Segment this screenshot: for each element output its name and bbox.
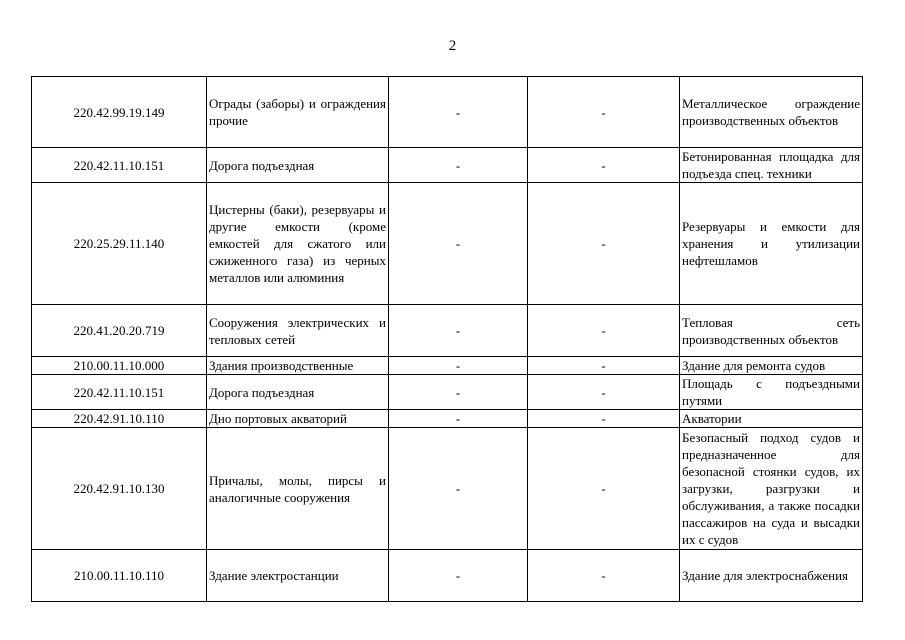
table-row	[32, 550, 863, 602]
asset-name: Причалы, молы, пирсы и аналогичные сооружения	[207, 428, 389, 550]
asset-name: Здание электростанции	[207, 550, 389, 602]
column-3-value: -	[389, 305, 528, 357]
asset-description: Бетонированная площадка для подъезда спец. техники	[680, 148, 863, 183]
asset-description: Тепловая сеть производственных объектов	[680, 305, 863, 357]
table-row	[32, 183, 863, 305]
asset-name: Ограды (заборы) и ограждения прочие	[207, 77, 389, 148]
asset-description: Площадь с подъездными путями	[680, 375, 863, 410]
asset-code: 220.42.91.10.130	[32, 428, 207, 550]
asset-description: Резервуары и емкости для хранения и утилизации нефтешламов	[680, 183, 863, 305]
table-row	[32, 428, 863, 550]
table-row	[32, 77, 863, 148]
table-row	[32, 410, 863, 428]
column-4-value: -	[528, 428, 680, 550]
asset-description: Безопасный подход судов и предназначенное для безопасной стоянки судов, их загрузки, разгрузки и обслуживания, а также посадки пассажиров на суда и высадки их с судов	[680, 428, 863, 550]
asset-name: Здания производственные	[207, 357, 389, 375]
asset-code: 220.42.11.10.151	[32, 148, 207, 183]
asset-code: 210.00.11.10.110	[32, 550, 207, 602]
table-row	[32, 148, 863, 183]
column-3-value: -	[389, 410, 528, 428]
table-row	[32, 375, 863, 410]
asset-description: Здание для электроснабжения	[680, 550, 863, 602]
column-3-value: -	[389, 375, 528, 410]
column-4-value: -	[528, 357, 680, 375]
asset-name: Сооружения электрических и тепловых сетей	[207, 305, 389, 357]
column-3-value: -	[389, 428, 528, 550]
asset-code: 220.42.11.10.151	[32, 375, 207, 410]
column-4-value: -	[528, 77, 680, 148]
asset-name: Дно портовых акваторий	[207, 410, 389, 428]
asset-description: Здание для ремонта судов	[680, 357, 863, 375]
column-3-value: -	[389, 148, 528, 183]
column-4-value: -	[528, 183, 680, 305]
column-3-value: -	[389, 550, 528, 602]
column-4-value: -	[528, 410, 680, 428]
table-row	[32, 357, 863, 375]
asset-name: Дорога подъездная	[207, 148, 389, 183]
asset-description: Акватории	[680, 410, 863, 428]
table-row	[32, 305, 863, 357]
asset-code: 210.00.11.10.000	[32, 357, 207, 375]
column-3-value: -	[389, 183, 528, 305]
asset-name: Дорога подъездная	[207, 375, 389, 410]
asset-code: 220.42.91.10.110	[32, 410, 207, 428]
column-4-value: -	[528, 550, 680, 602]
page-number: 2	[448, 38, 457, 54]
asset-description: Металлическое ограждение производственных объектов	[680, 77, 863, 148]
column-3-value: -	[389, 77, 528, 148]
column-4-value: -	[528, 305, 680, 357]
asset-code: 220.42.99.19.149	[32, 77, 207, 148]
column-4-value: -	[528, 148, 680, 183]
column-3-value: -	[389, 357, 528, 375]
asset-code: 220.41.20.20.719	[32, 305, 207, 357]
asset-code: 220.25.29.11.140	[32, 183, 207, 305]
column-4-value: -	[528, 375, 680, 410]
asset-table	[31, 76, 863, 602]
asset-name: Цистерны (баки), резервуары и другие емкости (кроме емкостей для сжатого или сжиженного газа) из черных металлов или алюминия	[207, 183, 389, 305]
